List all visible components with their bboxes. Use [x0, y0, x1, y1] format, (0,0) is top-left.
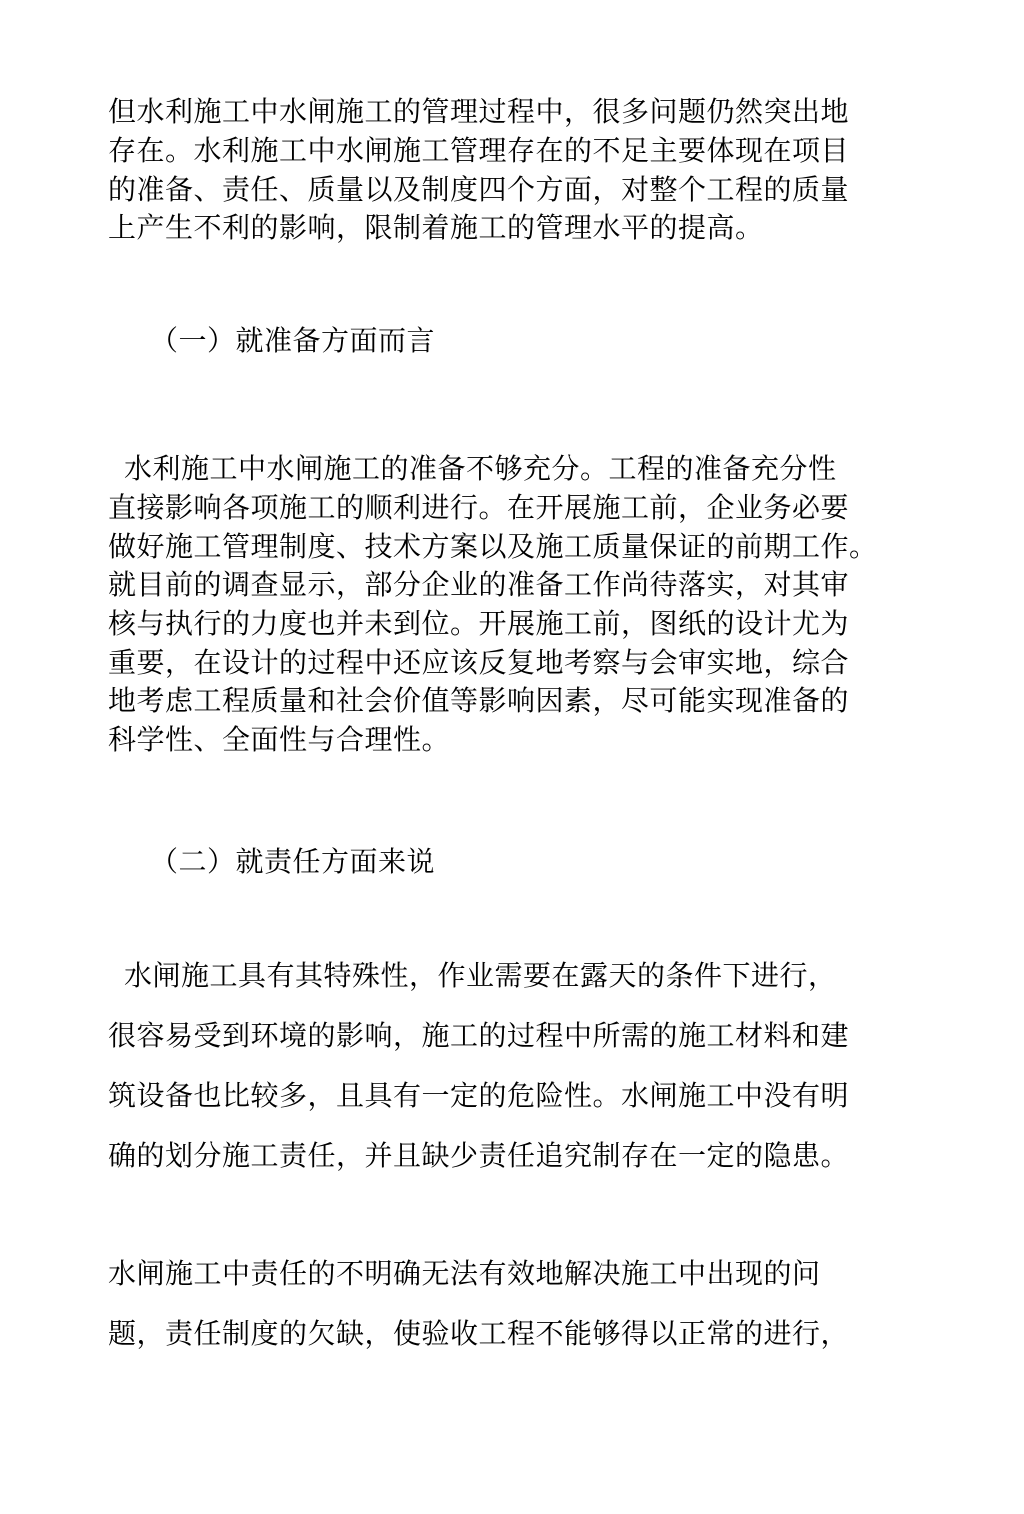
responsibility-line-2: 很容易受到环境的影响，施工的过程中所需的施工材料和建 — [108, 1019, 850, 1052]
preparation-line-1: 水利施工中水闸施工的准备不够充分。工程的准备充分性 — [124, 452, 837, 485]
responsibility-line-4: 确的划分施工责任，并且缺少责任追究制存在一定的隐患。 — [108, 1139, 850, 1172]
responsibility2-line-2: 题，责任制度的欠缺，使验收工程不能够得以正常的进行， — [108, 1317, 850, 1350]
responsibility-line-1: 水闸施工具有其特殊性，作业需要在露天的条件下进行， — [124, 959, 837, 992]
preparation-line-8: 科学性、全面性与合理性。 — [108, 723, 451, 756]
preparation-line-2: 直接影响各项施工的顺利进行。在开展施工前，企业务必要 — [108, 491, 850, 524]
preparation-line-3: 做好施工管理制度、技术方案以及施工质量保证的前期工作。 — [108, 530, 878, 563]
intro-line-2: 存在。水利施工中水闸施工管理存在的不足主要体现在项目 — [108, 134, 850, 167]
preparation-line-4: 就目前的调查显示，部分企业的准备工作尚待落实，对其审 — [108, 568, 850, 601]
preparation-line-6: 重要，在设计的过程中还应该反复地考察与会审实地，综合 — [108, 646, 850, 679]
responsibility2-line-1: 水闸施工中责任的不明确无法有效地解决施工中出现的问 — [108, 1257, 821, 1290]
section-heading-responsibility: （二）就责任方面来说 — [150, 845, 436, 878]
preparation-line-5: 核与执行的力度也并未到位。开展施工前，图纸的设计尤为 — [108, 607, 850, 640]
responsibility-line-3: 筑设备也比较多，且具有一定的危险性。水闸施工中没有明 — [108, 1079, 850, 1112]
intro-line-1: 但水利施工中水闸施工的管理过程中，很多问题仍然突出地 — [108, 95, 850, 128]
intro-line-4: 上产生不利的影响，限制着施工的管理水平的提高。 — [108, 211, 764, 244]
preparation-line-7: 地考虑工程质量和社会价值等影响因素，尽可能实现准备的 — [108, 684, 850, 717]
section-heading-preparation: （一）就准备方面而言 — [150, 324, 436, 357]
intro-line-3: 的准备、责任、质量以及制度四个方面，对整个工程的质量 — [108, 173, 850, 206]
